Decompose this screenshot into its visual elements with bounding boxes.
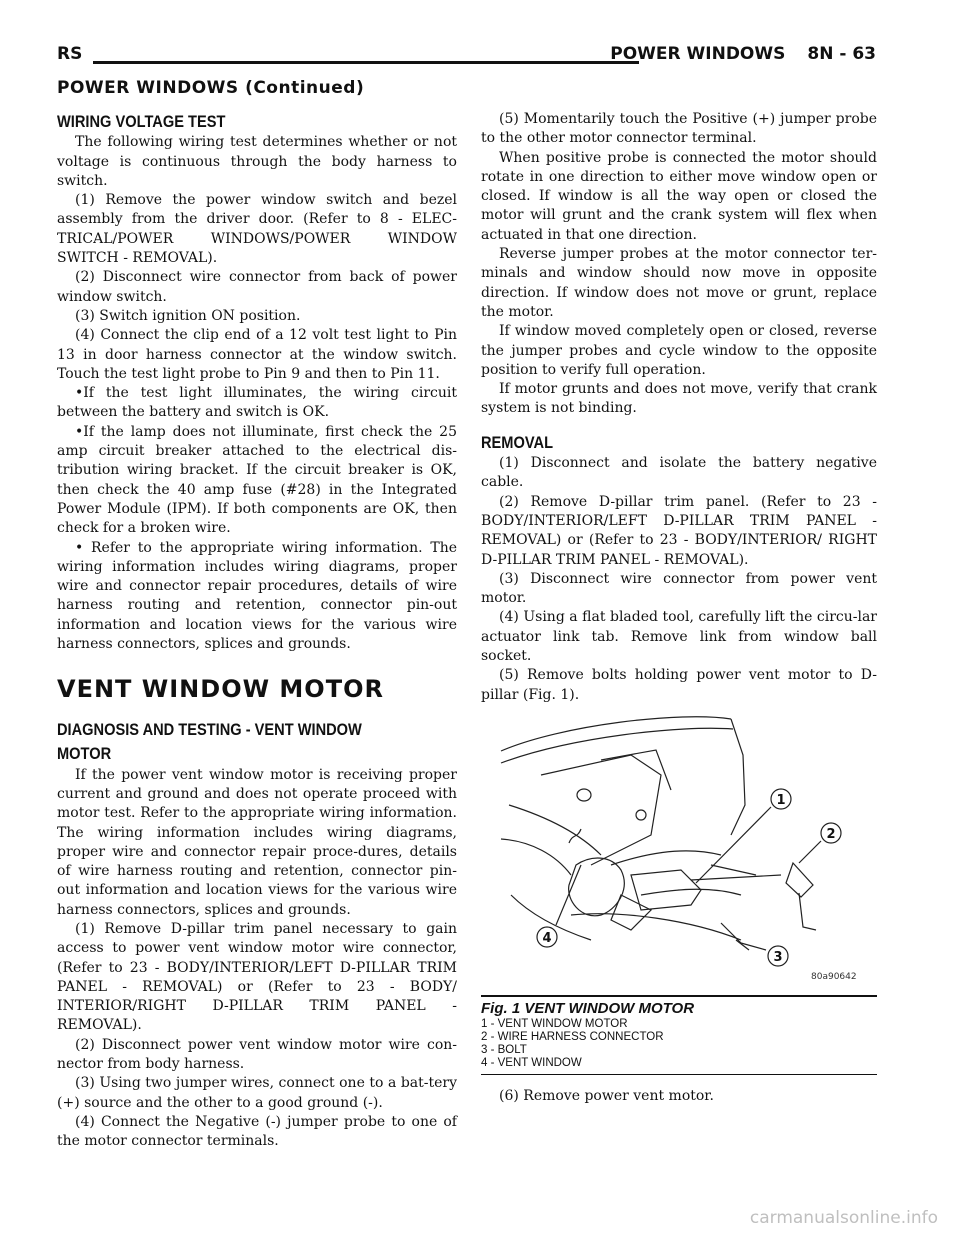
diagnosis-step: (4) Connect the Negative (-) jumper probe to one of the motor connector terminals. (57, 1113, 457, 1150)
legend-rule (481, 1074, 877, 1075)
figure-illustration (481, 715, 877, 995)
legend-item: 2 - WIRE HARNESS CONNECTOR (481, 1031, 664, 1044)
diagnosis-step: (3) Using two jumper wires, connect one to a bat-tery (+) source and the other to a good ground (-). (57, 1075, 457, 1111)
vent-window-motor-heading: VENT WINDOW MOTOR (57, 675, 384, 704)
diagnosis-paragraph: If motor grunts and does not move, verify that crank system is not binding. (481, 381, 877, 417)
removal-heading: REMOVAL (481, 432, 554, 452)
removal-step: (1) Disconnect and isolate the battery negative cable. (481, 455, 877, 491)
wiring-step: (1) Remove the power window switch and bezel assembly from the driver door. (Refer to 8 - ELEC-TRICAL/POWER WINDOWS/POWER WINDOW SWITCH - REMOVAL). (57, 192, 457, 267)
diagnosis-step: (2) Disconnect power vent window motor wire con-nector from body harness. (57, 1036, 457, 1073)
removal-step: (3) Disconnect wire connector from power vent motor. (481, 570, 877, 607)
wiring-step: (2) Disconnect wire connector from back of power window switch. (57, 269, 457, 305)
diagnosis-paragraph: When positive probe is connected the motor should rotate in one direction to either move window open or closed. If window is all the way open or closed the motor will grunt and the crank system will flex when actuated in that one direction. (481, 149, 877, 243)
wiring-step: (4) Connect the clip end of a 12 volt test light to Pin 13 in door harness connector at the window switch. Touch the test light probe to Pin 9 and then to Pin 11. (57, 327, 457, 382)
wiring-bullet: • Refer to the appropriate wiring information. The wiring information includes wiring diagrams, proper wire and connector repair procedures, details of wire harness routing and retention, connector pin-out information and location views for the various wire harness connectors, splices and grounds. (57, 539, 457, 653)
diagnosis-paragraph: Reverse jumper probes at the motor connector ter-minals and window should now move in opposite direction. If window does not move or grunt, replace the motor. (481, 246, 877, 320)
page-header (57, 24, 876, 64)
figure-rule (481, 995, 877, 997)
figure-callout: 1 (776, 792, 786, 808)
figure-callout: 3 (773, 949, 783, 965)
diagnosis-heading-line2: MOTOR (57, 743, 112, 763)
removal-step: (4) Using a flat bladed tool, carefully lift the circu-lar actuator link tab. Remove link from window ball socket. (481, 609, 877, 665)
removal-step: (6) Remove power vent motor. (499, 1088, 714, 1105)
wiring-test-heading: WIRING VOLTAGE TEST (57, 112, 226, 131)
header-page-number: 8N - 63 (807, 44, 876, 64)
wiring-bullet: •If the test light illuminates, the wiring circuit between the battery and switch is OK. (57, 385, 457, 421)
removal-step: (5) Remove bolts holding power vent motor to D-pillar (Fig. 1). (481, 667, 877, 703)
legend-item: 1 - VENT WINDOW MOTOR (481, 1018, 628, 1031)
removal-step: (2) Remove D-pillar trim panel. (Refer to 23 - BODY/INTERIOR/LEFT D-PILLAR TRIM PANEL - REMOVAL) or (Refer to 23 - BODY/INTERIOR/ RIGHT D-PILLAR TRIM PANEL - REMOVAL). (481, 493, 877, 568)
left-column (57, 110, 457, 1152)
figure-callout: 2 (826, 826, 836, 842)
header-title (610, 44, 876, 64)
watermark: carmanualsonline.info (749, 1208, 938, 1228)
right-column (481, 110, 877, 1107)
wiring-bullet: •If the lamp does not illuminate, first check the 25 amp circuit breaker attached to the electrical dis-tribution wiring bracket. If the circuit breaker is OK, then check the 40 amp fuse (#28) in the Integrated Power Module (IPM). If both components are OK, then check for a broken wire. (57, 423, 457, 537)
wiring-intro: The following wiring test determines whether or not voltage is continuous through the body harness to switch. (57, 134, 457, 189)
diagnosis-heading-line1: DIAGNOSIS AND TESTING - VENT WINDOW (57, 719, 362, 739)
continued-heading: POWER WINDOWS (Continued) (57, 78, 365, 98)
diagnosis-intro: If the power vent window motor is receiving proper current and ground and does not operate proceed with motor test. Refer to the appropriate wiring information. The wiring information includes wiring diagrams, proper wire and connector repair proce-dures, details of wire harness routing and retention, connector pin-out information and location views for the various wire harness connectors, splices and grounds. (57, 766, 457, 918)
header-rule (93, 61, 639, 64)
diagnosis-step: (1) Remove D-pillar trim panel necessary to gain access to power vent window motor wire connector, (Refer to 23 - BODY/INTERIOR/LEFT D-PILLAR TRIM PANEL - REMOVAL) or (Refer to 23 - BODY/ INTERIOR/RIGHT D-PILLAR TRIM PANEL - REMOVAL). (57, 920, 457, 1034)
figure-code: 80a90642 (811, 971, 857, 982)
vent-window-motor-drawing (481, 715, 877, 995)
header-section-code: RS (57, 44, 83, 64)
figure-legend (481, 1018, 877, 1070)
wiring-step: (3) Switch ignition ON position. (75, 307, 301, 324)
header-chapter: POWER WINDOWS (610, 44, 786, 64)
diagnosis-step: (5) Momentarily touch the Positive (+) jumper probe to the other motor connector terminal. (481, 111, 877, 147)
figure-title: Fig. 1 VENT WINDOW MOTOR (481, 999, 695, 1017)
diagnosis-paragraph: If window moved completely open or closed, reverse the jumper probes and cycle window to the opposite position to verify full operation. (481, 323, 877, 378)
legend-item: 3 - BOLT (481, 1044, 527, 1057)
legend-item: 4 - VENT WINDOW (481, 1057, 582, 1070)
figure-callout: 4 (542, 930, 552, 946)
